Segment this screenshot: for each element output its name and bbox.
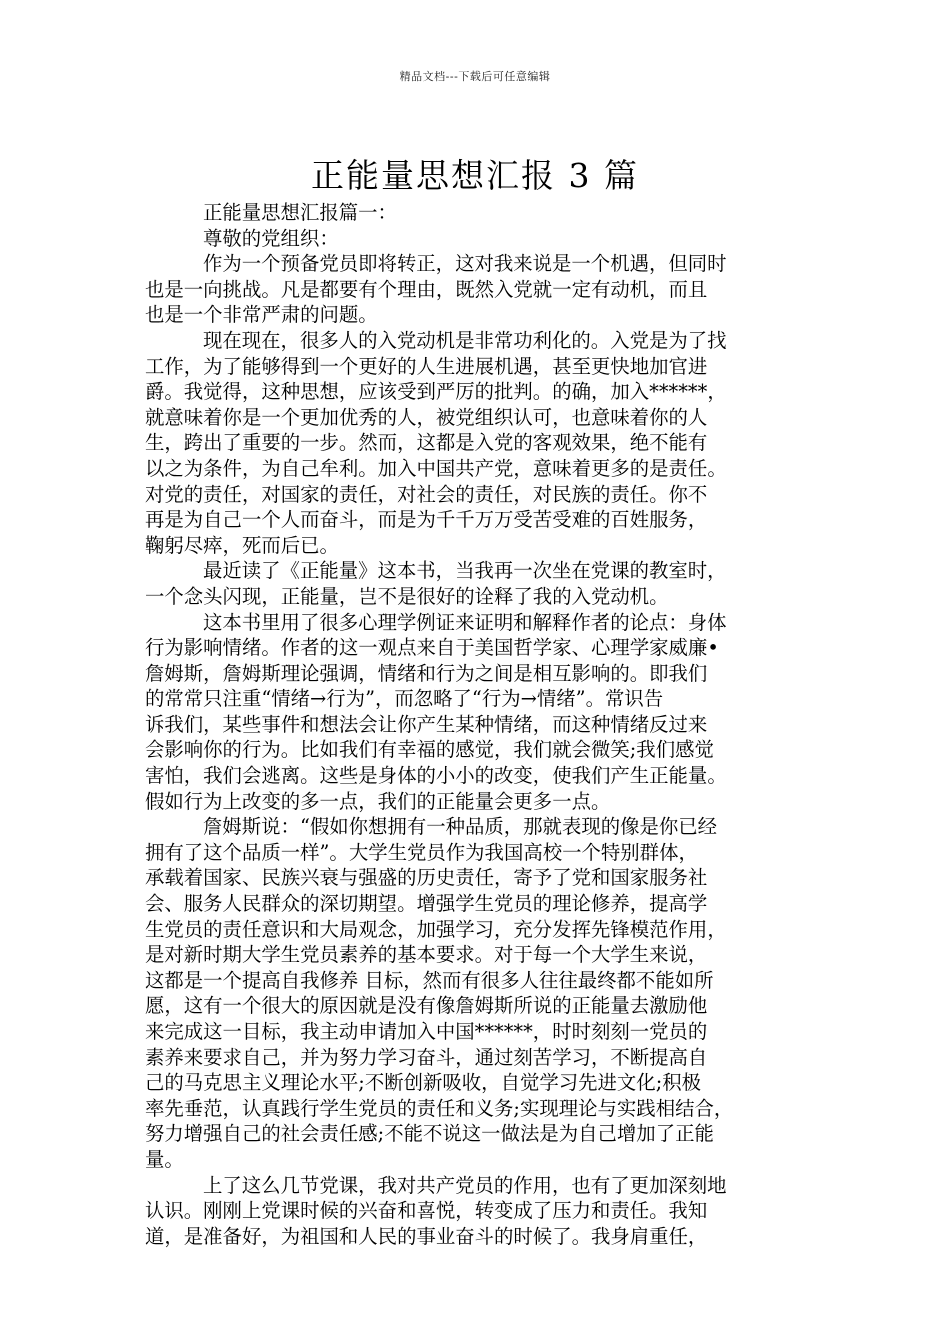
text-line: 承载着国家、民族兴衰与强盛的历史责任，寄予了党和国家服务社	[145, 866, 708, 890]
text-line: 一个念头闪现，正能量，岂不是很好的诠释了我的入党动机。	[145, 584, 669, 608]
text-line: 再是为自己一个人而奋斗，而是为千千万万受苦受难的百姓服务，	[145, 508, 708, 532]
text-line: 会、服务人民群众的深切期望。增强学生党员的理论修养，提高学	[145, 892, 708, 916]
text-line: 假如行为上改变的多一点，我们的正能量会更多一点。	[145, 789, 611, 813]
text-line: 生党员的责任意识和大局观念，加强学习，充分发挥先锋模范作用，	[145, 917, 727, 941]
document-title: 正能量思想汇报 3 篇	[311, 156, 639, 196]
text-line: 愿，这有一个很大的原因就是没有像詹姆斯所说的正能量去激励他	[145, 994, 708, 1018]
text-line: 是对新时期大学生党员素养的基本要求。对于每一个大学生来说，	[145, 943, 708, 967]
text-line: 素养来要求自己，并为努力学习奋斗，通过刻苦学习，不断提高自	[145, 1045, 708, 1069]
text-line: 就意味着你是一个更加优秀的人，被党组织认可，也意味着你的人	[145, 405, 708, 429]
text-line: 现在现在，很多人的入党动机是非常功利化的。入党是为了找	[203, 328, 727, 352]
text-line: 这都是一个提高自我修养 目标，然而有很多人往往最终都不能如所	[145, 968, 714, 992]
text-line: 爵。我觉得，这种思想，应该受到严厉的批判。的确，加入******，	[145, 380, 727, 404]
text-line: 尊敬的党组织：	[203, 226, 339, 250]
text-line: 正能量思想汇报篇一：	[203, 201, 397, 224]
text-line: 对党的责任，对国家的责任，对社会的责任，对民族的责任。你不	[145, 482, 708, 506]
text-line: 工作，为了能够得到一个更好的人生进展机遇，甚至更快地加官进	[145, 354, 708, 378]
text-line: 鞠躬尽瘁，死而后已。	[145, 533, 339, 557]
text-line: 来完成这一目标，我主动申请加入中国******，时时刻刻一党员的	[145, 1020, 708, 1043]
text-line: 行为影响情绪。作者的这一观点来自于美国哲学家、心理学家威廉•	[145, 636, 719, 660]
text-line: 也是一向挑战。凡是都要有个理由，既然入党就一定有动机，而且	[145, 277, 708, 301]
text-line: 道，是准备好，为祖国和人民的事业奋斗的时候了。我身肩重任，	[145, 1224, 708, 1248]
text-line: 生，跨出了重要的一步。然而，这都是入党的客观效果，绝不能有	[145, 431, 708, 455]
text-line: 上了这么几节党课，我对共产党员的作用，也有了更加深刻地	[203, 1173, 727, 1197]
text-line: 这本书里用了很多心理学例证来证明和解释作者的论点：身体	[203, 610, 727, 634]
text-line: 拥有了这个品质一样”。大学生党员作为我国高校一个特别群体，	[145, 840, 698, 864]
text-line: 詹姆斯，詹姆斯理论强调，情绪和行为之间是相互影响的。即我们	[145, 661, 708, 685]
text-line: 会影响你的行为。比如我们有幸福的感觉，我们就会微笑;我们感觉	[145, 738, 714, 762]
text-line: 率先垂范，认真践行学生党员的责任和义务;实现理论与实践相结合，	[145, 1096, 734, 1120]
text-line: 诉我们，某些事件和想法会让你产生某种情绪，而这种情绪反过来	[145, 712, 708, 736]
text-line: 作为一个预备党员即将转正，这对我来说是一个机遇，但同时	[203, 252, 727, 276]
text-line: 的常常只注重“情绪→行为”，而忽略了“行为→情绪”。常识告	[145, 687, 664, 711]
text-line: 量。	[145, 1147, 184, 1171]
text-line: 害怕，我们会逃离。这些是身体的小小的改变，使我们产生正能量。	[145, 764, 727, 788]
page-header: 精品文档---下载后可任意编辑	[399, 70, 551, 83]
text-line: 认识。刚刚上党课时候的兴奋和喜悦，转变成了压力和责任。我知	[145, 1199, 708, 1223]
text-line: 己的马克思主义理论水平;不断创新吸收，自觉学习先进文化;积极	[145, 1071, 702, 1095]
document-body	[145, 200, 835, 1249]
text-line: 也是一个非常严肃的问题。	[145, 303, 378, 327]
text-line: 努力增强自己的社会责任感;不能不说这一做法是为自己增加了正能	[145, 1122, 714, 1146]
text-line: 以之为条件，为自己牟利。加入中国共产党，意味着更多的是责任。	[145, 456, 727, 480]
text-line: 詹姆斯说：“假如你想拥有一种品质，那就表现的像是你已经	[203, 815, 718, 839]
text-line: 最近读了《正能量》这本书，当我再一次坐在党课的教室时，	[203, 559, 727, 583]
